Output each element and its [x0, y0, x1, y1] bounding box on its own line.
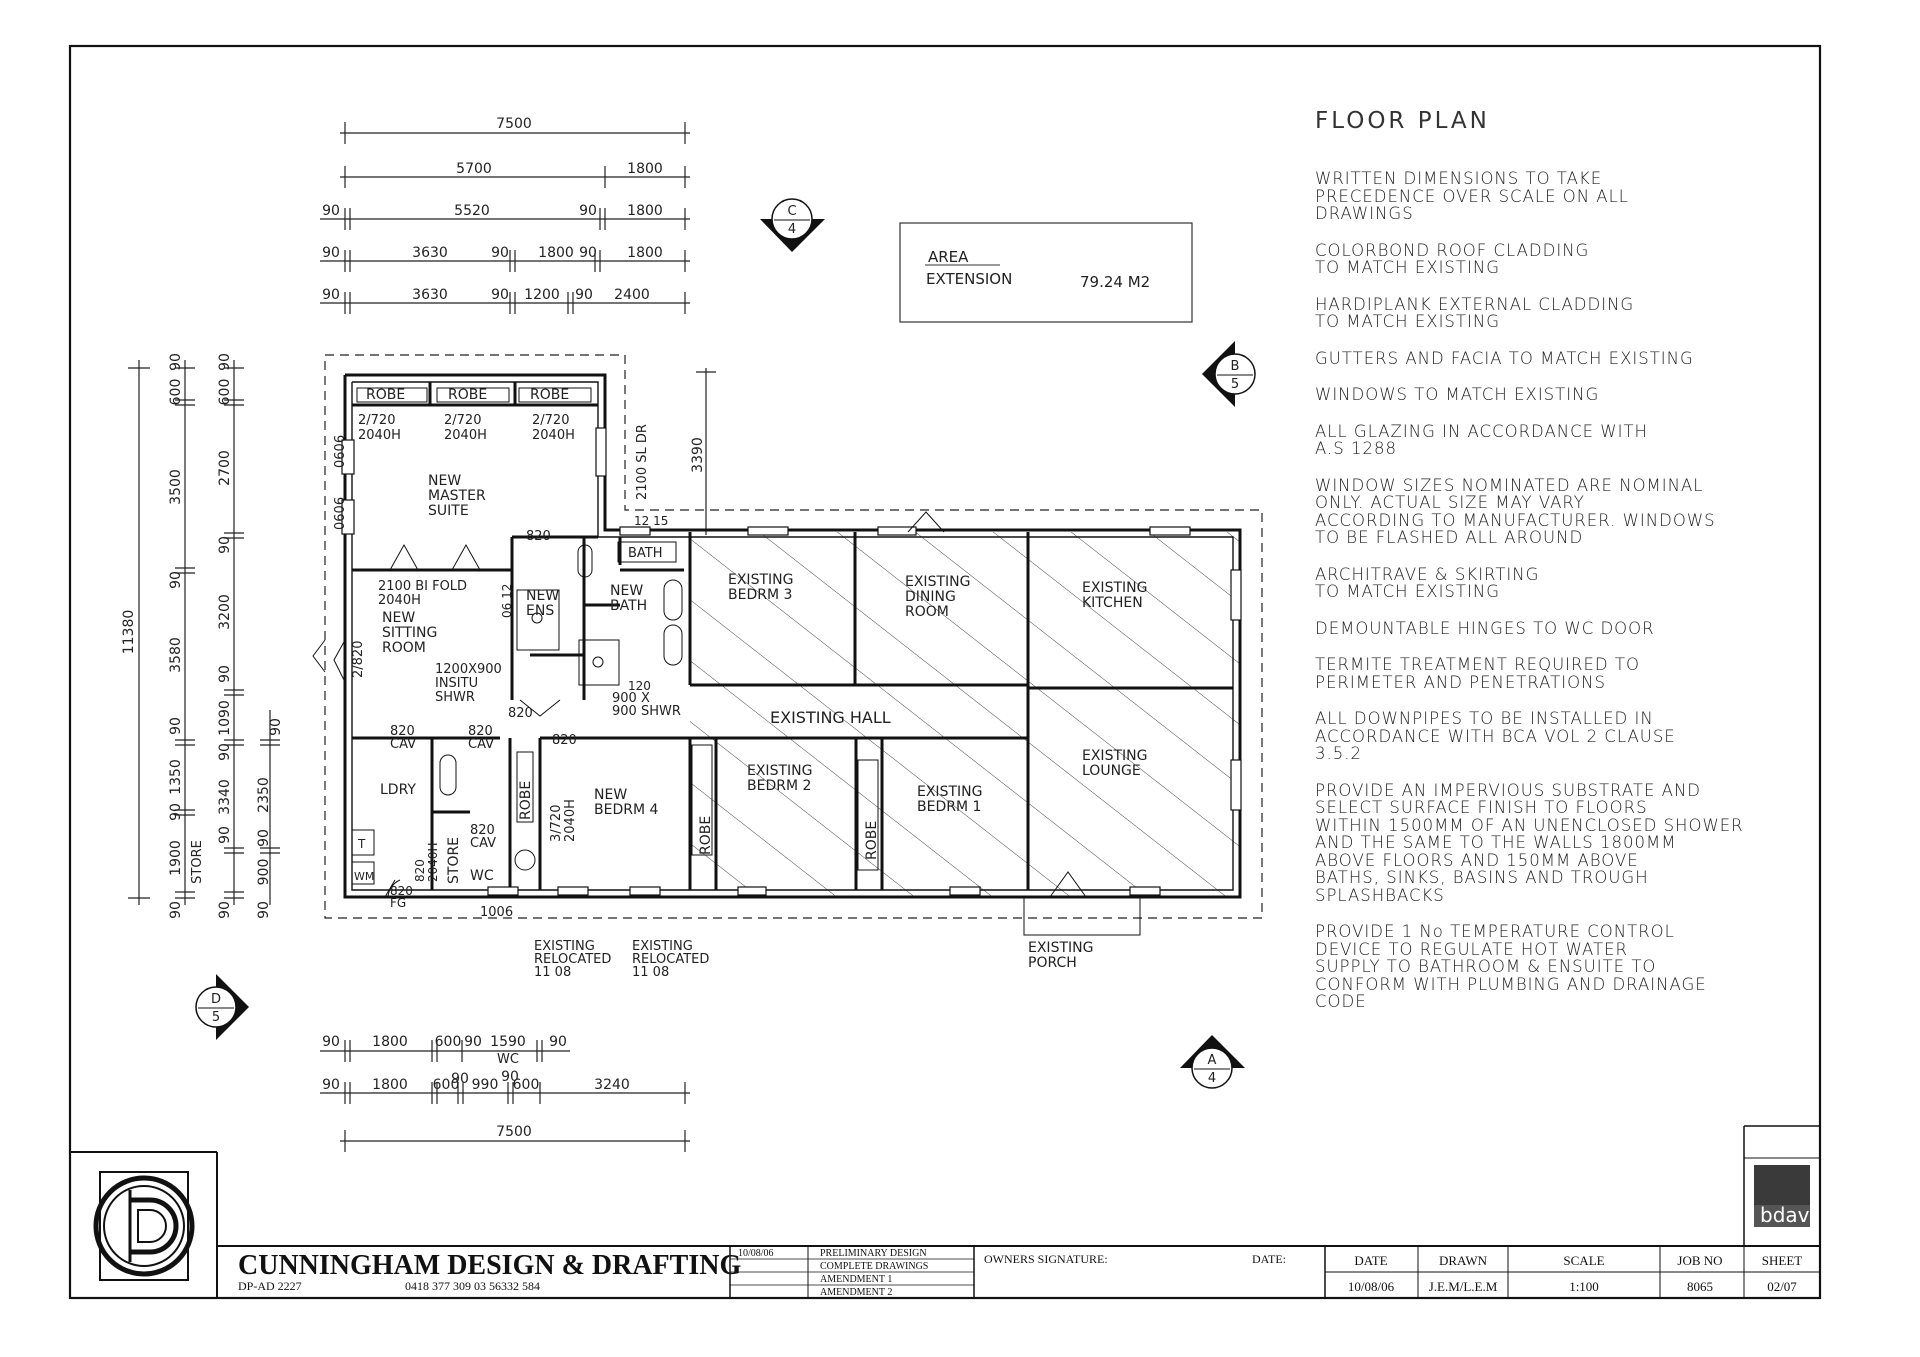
bedrm-4-door: 3/7202040H [549, 799, 578, 842]
dim-1800-b: 1800 [627, 203, 663, 219]
shower-900: 900 X 900 SHWR [612, 691, 681, 719]
bdim-90-e: 90 [322, 1077, 340, 1093]
note-13: PROVIDE 1 No TEMPERATURE CONTROL DEVICE TO REGULATE HOT WATER SUPPLY TO BATHROOM & ENSUITE TO CONFORM WITH PLUMBING AND DRAINAGE CODE [1315, 922, 1707, 1011]
dim-c4-90b: 90 [256, 829, 272, 847]
bdim-600-c: 600 [512, 1077, 540, 1093]
dim-c4-2350: 2350 [256, 777, 272, 813]
dim-11380: 11380 [121, 609, 137, 655]
bdim-990: 990 [471, 1077, 499, 1093]
dim-90-a: 90 [322, 203, 340, 219]
dim-c3-90a: 90 [217, 353, 233, 371]
val-drawn: J.E.M/L.E.M [1428, 1279, 1498, 1294]
existing-relocated-1: EXISTING RELOCATED 11 08 [534, 939, 612, 980]
note-11: ALL DOWNPIPES TO BE INSTALLED IN ACCORDANCE WITH BCA VOL 2 CLAUSE 3.5.2 [1315, 709, 1676, 763]
revision-date: 10/08/06 [738, 1248, 774, 1259]
ldry: LDRY [380, 782, 416, 798]
bdim-1590: 1590 [490, 1034, 526, 1050]
section-marker-a [1180, 1035, 1245, 1088]
dim-c3-90d: 90 [217, 743, 233, 761]
note-6: ALL GLAZING IN ACCORDANCE WITH A.S 1288 [1315, 421, 1648, 458]
bdim-wc: WC [497, 1052, 519, 1067]
bdim-1800-a: 1800 [372, 1034, 408, 1050]
bath-fixture: BATH [628, 546, 663, 561]
svg-text:D: D [210, 992, 222, 1007]
robe-2: ROBE [448, 387, 488, 403]
existing-kitchen: EXISTING KITCHEN [1082, 580, 1148, 611]
dim-store-label: STORE [190, 840, 205, 884]
general-notes [1315, 170, 1815, 1030]
robe-door-2: 2/720 2040H [444, 413, 487, 443]
dim-c3-900: 900 [256, 858, 272, 886]
section-marker-b [1202, 341, 1255, 407]
dim-c2-3500: 3500 [168, 469, 184, 505]
new-bedrm-4: NEW BEDRM 4 [594, 787, 659, 818]
dim-c3-3340: 3340 [217, 779, 233, 815]
existing-bedrm-2: EXISTING BEDRM 2 [747, 763, 813, 794]
dim-c2-3580: 3580 [168, 637, 184, 673]
existing-porch: EXISTING PORCH [1028, 940, 1094, 971]
note-12: PROVIDE AN IMPERVIOUS SUBSTRATE AND SELECT SURFACE FINISH TO FLOORS WITHIN 1500MM OF AN UNENCLOSED SHOWER AND THE SAME TO THE WALLS 1800MM ABOVE FLOORS AND 150MM ABOVE BATHS, SINKS, BASINS AND TROUGH SPLASHBACKS [1315, 780, 1744, 905]
dim-c3-90c: 90 [217, 665, 233, 683]
dim-90-c: 90 [322, 245, 340, 261]
note-7: WINDOW SIZES NOMINATED ARE NOMINAL ONLY. ACTUAL SIZE MAY VARY ACCORDING TO MANUFACTURER. WINDOWS TO BE FLASHED ALL AROUND [1315, 475, 1716, 547]
door-820-cav-2: 820 CAV [468, 724, 495, 752]
existing-relocated-2: EXISTING RELOCATED 11 08 [632, 939, 710, 980]
section-marker-c [760, 199, 825, 252]
revision-1: PRELIMINARY DESIGN [820, 1248, 927, 1259]
dim-c4-90c: 90 [256, 901, 272, 919]
note-10: TERMITE TREATMENT REQUIRED TO PERIMETER AND PENETRATIONS [1315, 655, 1640, 692]
window-120: 120 [628, 679, 651, 693]
note-1: WRITTEN DIMENSIONS TO TAKE PRECEDENCE OVER SCALE ON ALL DRAWINGS [1315, 169, 1629, 223]
dim-5700: 5700 [456, 161, 492, 177]
door-820-b: 820 [508, 706, 533, 721]
robe-vertical-2: ROBE [698, 815, 714, 855]
note-2: COLORBOND ROOF CLADDING TO MATCH EXISTING [1315, 240, 1590, 277]
tub-t: T [358, 837, 366, 851]
note-8: ARCHITRAVE & SKIRTING TO MATCH EXISTING [1315, 564, 1540, 601]
svg-text:4: 4 [1207, 1071, 1217, 1086]
svg-text:4: 4 [787, 222, 797, 237]
dim-5520: 5520 [454, 203, 490, 219]
dim-c3-1090: 1090 [217, 700, 233, 736]
dim-90-h: 90 [575, 287, 593, 303]
robe-vertical-1: ROBE [518, 780, 534, 820]
window-2-820: 2/820 [351, 640, 366, 678]
dim-1800-c: 1800 [538, 245, 574, 261]
company-reg: DP-AD 2227 [238, 1279, 302, 1293]
bdim-90-c: 90 [549, 1034, 567, 1050]
dim-c2-90c: 90 [168, 717, 184, 735]
washing-machine: WM [354, 870, 375, 883]
robe-door-1: 2/720 2040H [358, 413, 401, 443]
dim-c3-2700: 2700 [217, 450, 233, 486]
floor-plan-title: FLOOR PLAN [1315, 108, 1490, 134]
bdim-1800-b: 1800 [372, 1077, 408, 1093]
hdr-sheet: SHEET [1761, 1253, 1803, 1268]
wc-room: WC [470, 868, 494, 884]
robe-vertical-3: ROBE [864, 820, 880, 860]
svg-text:C: C [787, 204, 797, 219]
new-ens: NEW ENS [526, 588, 560, 619]
dim-1800-a: 1800 [627, 161, 663, 177]
svg-text:5: 5 [211, 1010, 221, 1025]
bdim-90-top: 90 [501, 1069, 519, 1085]
existing-lounge: EXISTING LOUNGE [1082, 748, 1148, 779]
note-4: GUTTERS AND FACIA TO MATCH EXISTING [1315, 348, 1694, 368]
area-extension-label: EXTENSION [926, 270, 1013, 288]
window-1006: 1006 [480, 905, 514, 920]
dim-90-d: 90 [491, 245, 509, 261]
bdim-7500: 7500 [496, 1124, 532, 1140]
existing-dining-room: EXISTING DINING ROOM [905, 574, 971, 620]
dim-c2-1350: 1350 [168, 759, 184, 795]
dim-c3-90f: 90 [217, 901, 233, 919]
dim-c2-600: 600 [168, 378, 184, 406]
cd-logo [96, 1172, 192, 1280]
robe-3: ROBE [530, 387, 570, 403]
existing-hall: EXISTING HALL [770, 708, 891, 727]
door-820-a: 820 [526, 529, 551, 544]
val-scale: 1:100 [1569, 1279, 1599, 1294]
svg-text:B: B [1230, 359, 1240, 374]
dim-c4-90a: 90 [268, 718, 284, 736]
bdim-90-d: 90 [451, 1071, 469, 1087]
slider-door: 2100 SL DR [635, 424, 650, 500]
revision-3: AMENDMENT 1 [820, 1274, 893, 1285]
door-820-cav-1: 820 CAV [390, 724, 417, 752]
dim-c3-90b: 90 [217, 536, 233, 554]
floor-plan [313, 355, 1262, 980]
bdim-90-b: 90 [464, 1034, 482, 1050]
door-820-fg: 820 FG [390, 884, 413, 910]
door-820-cav-3: 820 CAV [470, 823, 497, 851]
svg-text:A: A [1207, 1053, 1217, 1068]
val-sheet: 02/07 [1767, 1279, 1797, 1294]
owners-signature: OWNERS SIGNATURE: [984, 1252, 1108, 1266]
hdr-job-no: JOB NO [1677, 1253, 1723, 1268]
store-door: 8202040H [413, 842, 440, 882]
door-820-c: 820 [552, 733, 577, 748]
window-0606-a: 0606 [333, 434, 348, 468]
dim-c3-3200: 3200 [217, 594, 233, 630]
new-sitting-room: NEW SITTING ROOM [382, 610, 438, 656]
dim-90-e: 90 [579, 245, 597, 261]
dim-3630-a: 3630 [412, 245, 448, 261]
bdim-600-a: 600 [434, 1034, 462, 1050]
new-master-suite: NEW MASTER SUITE [428, 473, 486, 519]
bdim-3240: 3240 [594, 1077, 630, 1093]
dim-c2-1900: 1900 [168, 840, 184, 876]
dim-c3-90e: 90 [217, 826, 233, 844]
val-date: 10/08/06 [1347, 1279, 1395, 1294]
area-extension-value: 79.24 M2 [1080, 273, 1151, 291]
hdr-drawn: DRAWN [1438, 1253, 1488, 1268]
company-phones: 0418 377 309 03 56332 584 [405, 1279, 540, 1293]
note-5: WINDOWS TO MATCH EXISTING [1315, 385, 1600, 404]
note-3: HARDIPLANK EXTERNAL CLADDING TO MATCH EXISTING [1315, 294, 1635, 331]
revision-2: COMPLETE DRAWINGS [820, 1261, 929, 1272]
dim-c2-90b: 90 [168, 571, 184, 589]
dim-3630-b: 3630 [412, 287, 448, 303]
company-name: CUNNINGHAM DESIGN & DRAFTING [238, 1250, 742, 1281]
robe-door-3: 2/720 2040H [532, 413, 575, 443]
bdim-600-b: 600 [432, 1077, 460, 1093]
hdr-date: DATE [1354, 1253, 1388, 1268]
dim-90-b: 90 [579, 203, 597, 219]
dim-c2-90a: 90 [168, 353, 184, 371]
note-9: DEMOUNTABLE HINGES TO WC DOOR [1315, 618, 1655, 638]
bi-fold-door: 2100 BI FOLD 2040H [378, 579, 468, 608]
dim-90-g: 90 [491, 287, 509, 303]
window-0606-b: 0606 [333, 496, 348, 530]
dim-7500-top: 7500 [496, 116, 532, 132]
svg-text:5: 5 [1230, 377, 1240, 392]
dim-1200: 1200 [524, 287, 560, 303]
dim-c3-600: 600 [217, 378, 233, 406]
hdr-scale: SCALE [1563, 1253, 1605, 1268]
robe-1: ROBE [366, 387, 406, 403]
section-marker-d [196, 974, 249, 1040]
existing-bedrm-3: EXISTING BEDRM 3 [728, 572, 794, 603]
dim-c2-90d: 90 [168, 803, 184, 821]
bdim-90-a: 90 [322, 1034, 340, 1050]
dim-3390: 3390 [690, 437, 706, 473]
bdav-logo-text: bdav [1760, 1203, 1810, 1227]
dim-c2-90e: 90 [168, 901, 184, 919]
window-12-15: 12 15 [634, 514, 669, 528]
signature-date: DATE: [1252, 1252, 1286, 1266]
revision-4: AMENDMENT 2 [820, 1287, 893, 1298]
window-06-12: 06 12 [500, 583, 514, 618]
store-room: STORE [446, 836, 462, 884]
dim-2400: 2400 [614, 287, 650, 303]
new-bath: NEW BATH [610, 583, 648, 614]
val-job-no: 8065 [1687, 1279, 1713, 1294]
insitu-shower: 1200X900 INSITU SHWR [435, 662, 502, 705]
bdav-logo [1754, 1165, 1810, 1227]
existing-bedrm-1: EXISTING BEDRM 1 [917, 784, 983, 815]
dim-1800-d: 1800 [627, 245, 663, 261]
area-heading: AREA [928, 248, 969, 266]
dim-90-f: 90 [322, 287, 340, 303]
